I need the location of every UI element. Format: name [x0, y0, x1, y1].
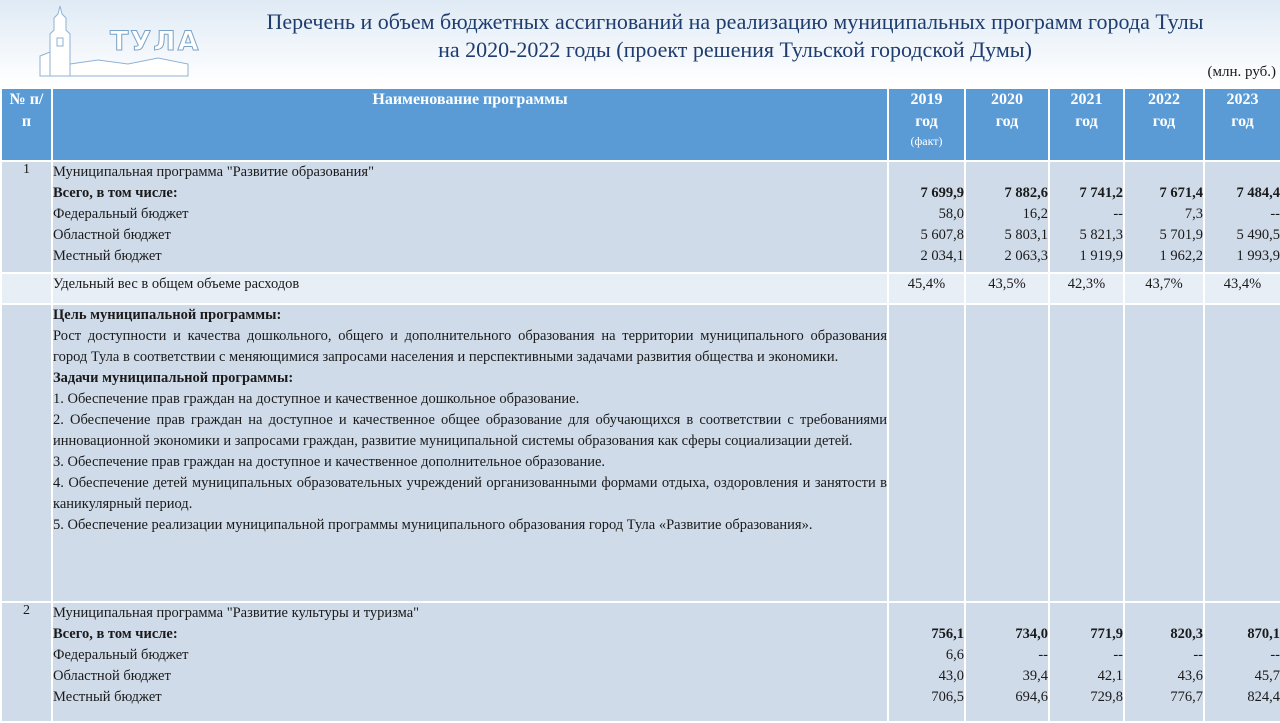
program-number: 2 [1, 602, 52, 722]
goals-row-1 [1, 304, 1280, 602]
header-banner [0, 0, 1280, 84]
federal-label: Федеральный бюджет [53, 206, 189, 222]
task-item: 3. Обеспечение прав граждан на доступное и качественное дополнительное образование. [53, 454, 606, 470]
goal-title: Цель муниципальной программы: [53, 307, 282, 323]
col-header-2019: 2019 год (факт) [888, 88, 965, 161]
values-2022: 7 671,4 7,3 5 701,9 1 962,2 [1124, 161, 1204, 273]
share-row-1 [1, 273, 1280, 304]
units-label: (млн. руб.) [1207, 64, 1276, 80]
values-2021: 7 741,2 -- 5 821,3 1 919,9 [1049, 161, 1124, 273]
col-header-2023: 2023 год [1204, 88, 1280, 161]
task-item: 2. Обеспечение прав граждан на доступное и качественное общее образование для обучающихся в соответствии с требованиями инновационной экономики и запросами граждан, развитие муниципальной системы образования как сферы социализации детей. [53, 412, 887, 449]
program-title: Муниципальная программа "Развитие культуры и туризма" [53, 605, 420, 621]
page-title [220, 8, 1250, 64]
goals-tasks-cell [52, 304, 888, 602]
program-name-cell [52, 161, 888, 273]
total-label: Всего, в том числе: [53, 626, 178, 642]
share-2023: 43,4% [1204, 273, 1280, 304]
budget-table [0, 87, 1280, 723]
col-header-name: Наименование программы [52, 88, 888, 161]
program-number: 1 [1, 161, 52, 273]
col-header-2020: 2020 год [965, 88, 1049, 161]
table-header-row [1, 88, 1280, 161]
share-2022: 43,7% [1124, 273, 1204, 304]
values-2019: 7 699,9 58,0 5 607,8 2 034,1 [888, 161, 965, 273]
share-2021: 42,3% [1049, 273, 1124, 304]
col-header-num: № п/п [1, 88, 52, 161]
tasks-title: Задачи муниципальной программы: [53, 370, 294, 386]
regional-label: Областной бюджет [53, 668, 171, 684]
program-row-2 [1, 602, 1280, 722]
share-2020: 43,5% [965, 273, 1049, 304]
col-header-2021: 2021 год [1049, 88, 1124, 161]
col-header-2022: 2022 год [1124, 88, 1204, 161]
values-2021: 771,9 -- 42,1 729,8 [1049, 602, 1124, 722]
federal-label: Федеральный бюджет [53, 647, 189, 663]
values-2022: 820,3 -- 43,6 776,7 [1124, 602, 1204, 722]
total-label: Всего, в том числе: [53, 185, 178, 201]
fact-note: (факт) [910, 134, 943, 148]
values-2020: 734,0 -- 39,4 694,6 [965, 602, 1049, 722]
goal-text: Рост доступности и качества дошкольного, общего и дополнительного образования на территории муниципального образования город Тула в соответствии с меняющимися запросами населения и перспективными задачами развития общества и экономики. [53, 328, 887, 365]
local-label: Местный бюджет [53, 248, 162, 264]
values-2019: 756,1 6,6 43,0 706,5 [888, 602, 965, 722]
task-item: 1. Обеспечение прав граждан на доступное и качественное дошкольное образование. [53, 391, 580, 407]
share-2019: 45,4% [888, 273, 965, 304]
title-line-1: Перечень и объем бюджетных ассигнований на реализацию муниципальных программ города Тулы [266, 9, 1204, 34]
values-2023: 7 484,4 -- 5 490,5 1 993,9 [1204, 161, 1280, 273]
task-item: 4. Обеспечение детей муниципальных образовательных учреждений организованными формами отдыха, оздоровления и занятости в каникулярный период. [53, 475, 887, 512]
program-name-cell [52, 602, 888, 722]
title-line-2: на 2020-2022 годы (проект решения Тульской городской Думы) [438, 37, 1032, 62]
local-label: Местный бюджет [53, 689, 162, 705]
share-label: Удельный вес в общем объеме расходов [52, 273, 888, 304]
program-title: Муниципальная программа "Развитие образования" [53, 164, 375, 180]
values-2020: 7 882,6 16,2 5 803,1 2 063,3 [965, 161, 1049, 273]
regional-label: Областной бюджет [53, 227, 171, 243]
task-item: 5. Обеспечение реализации муниципальной программы муниципального образования город Тула «Развитие образования». [53, 517, 813, 533]
logo-text: ТУЛА [110, 26, 201, 57]
program-row-1 [1, 161, 1280, 273]
values-2023: 870,1 -- 45,7 824,4 [1204, 602, 1280, 722]
